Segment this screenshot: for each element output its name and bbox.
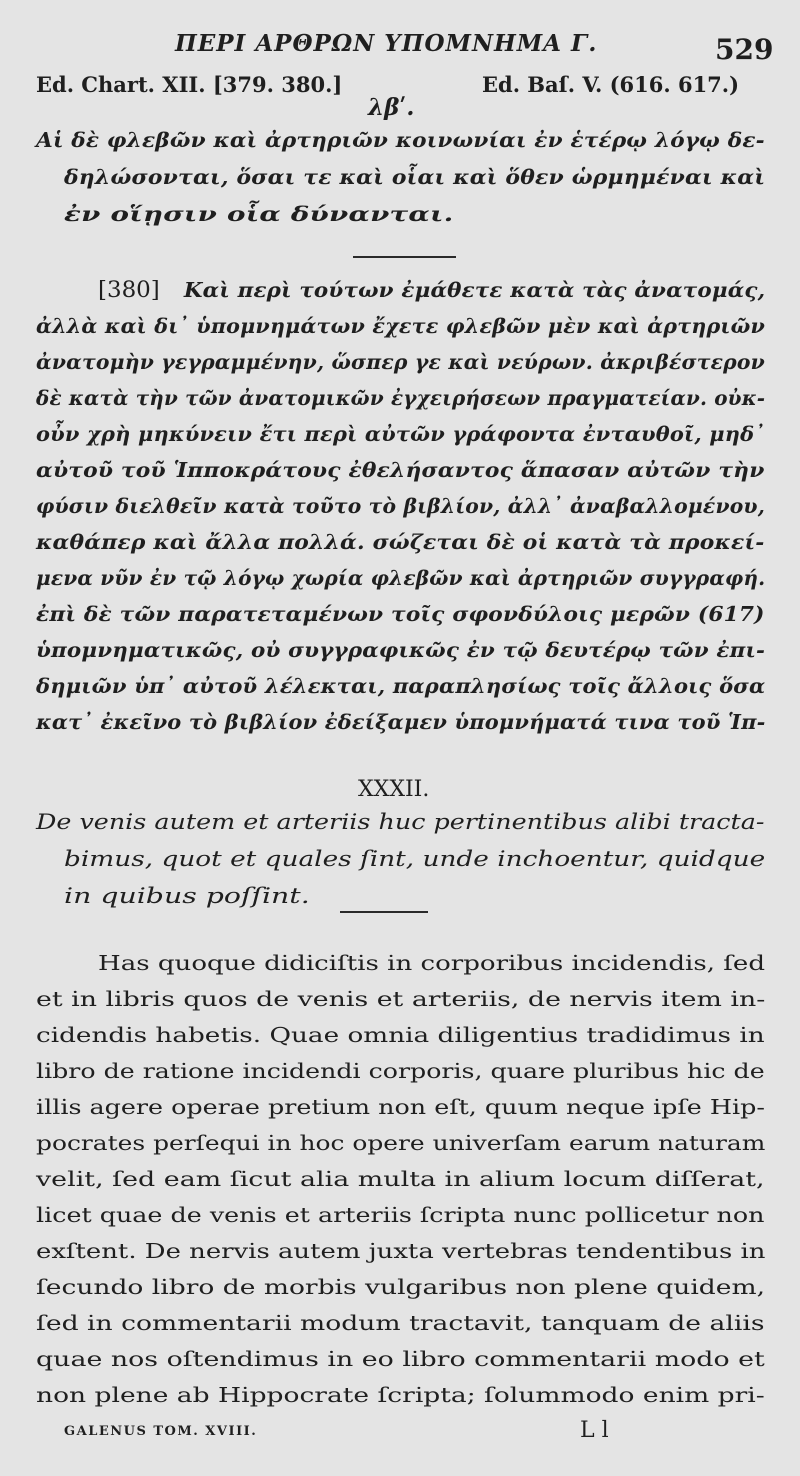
greek-lemma-line: δηλώσονται, ὅσαι τε καὶ οἷαι καὶ ὅθεν ὡρμημέναι καὶ: [64, 165, 766, 189]
greek-commentary-line: καθάπερ καὶ ἄλλα πολλά. σώζεται δὲ οἱ κατὰ τὰ προκεί-: [36, 530, 765, 554]
greek-commentary-line: δημιῶν ὑπ᾽ αὐτοῦ λέλεκται, παραπλησίως τοῖς ἄλλοις ὅσα: [36, 674, 766, 698]
latin-lemma-line: in quibus poſſint.: [64, 884, 310, 908]
greek-commentary-line: οὖν χρὴ μηκύνειν ἔτι περὶ αὐτῶν γράφοντα ἐνταυθοῖ, μηδ᾽: [36, 422, 765, 446]
greek-commentary-line: κατ᾽ ἐκεῖνο τὸ βιβλίον ἐδείξαμεν ὑπομνήματά τινα τοῦ Ἱπ-: [36, 710, 766, 734]
running-head: ΠΕΡΙ ΑΡΘΡΩΝ ΥΠΟΜΝΗΜΑ Γ.: [175, 30, 598, 57]
latin-commentary-line: non plene ab Hippocrate ſcripta; ſolummodo enim pri-: [36, 1383, 765, 1407]
latin-commentary-line: ſecundo libro de morbis vulgaribus non plene quidem,: [36, 1275, 766, 1299]
greek-commentary-first-line: [98, 278, 765, 303]
printer-signature: GALENUS TOM. XVIII.: [64, 1424, 258, 1439]
greek-commentary-line: ἀνατομὴν γεγραμμένην, ὥσπερ γε καὶ νεύρων. ἀκριβέστερον: [36, 350, 765, 374]
greek-commentary-line: μενα νῦν ἐν τῷ λόγῳ χωρία φλεβῶν καὶ ἀρτηριῶν συγγραφή.: [36, 566, 766, 590]
greek-lemma-number: λβʹ.: [368, 94, 415, 121]
section-divider: [340, 911, 428, 913]
greek-commentary-line: ὑπομνηματικῶς, οὐ συγγραφικῶς ἐν τῷ δευτέρῳ τῶν ἐπι-: [36, 638, 766, 662]
page-marker: [380]: [98, 278, 160, 303]
latin-lemma-number: XXXII.: [358, 777, 430, 802]
latin-commentary-line: cidendis habetis. Quae omnia diligentius tradidimus in: [36, 1023, 765, 1047]
greek-commentary-text: Καὶ περὶ τούτων ἐμάθετε κατὰ τὰς ἀνατομάς,: [183, 278, 766, 302]
greek-commentary-line: ἀλλὰ καὶ δι᾽ ὑπομνημάτων ἔχετε φλεβῶν μὲν καὶ ἀρτηριῶν: [36, 314, 766, 338]
latin-commentary-line: quae nos oſtendimus in eo libro commentarii modo et: [36, 1347, 765, 1371]
edition-reference-right: Ed. Baſ. V. (616. 617.): [482, 72, 740, 97]
latin-commentary-line: exſtent. De nervis autem juxta vertebras tendentibus in: [36, 1239, 766, 1263]
latin-commentary-line: pocrates perſequi in hoc opere univerſam earum naturam: [36, 1131, 766, 1155]
greek-commentary-line: δὲ κατὰ τὴν τῶν ἀνατομικῶν ἐγχειρήσεων πραγματείαν. οὐκ-: [36, 386, 766, 410]
latin-lemma-line: bimus, quot et quales ſint, unde inchoentur, quidque: [64, 847, 766, 871]
latin-commentary-line: libro de ratione incidendi corporis, quare pluribus hic de: [36, 1059, 765, 1083]
latin-commentary-line: licet quae de venis et arteriis ſcripta nunc pollicetur non: [36, 1203, 765, 1227]
page-number: 529: [715, 33, 774, 66]
latin-commentary-line: Has quoque didiciſtis in corporibus incidendis, ſed: [98, 951, 766, 975]
greek-commentary-line: φύσιν διελθεῖν κατὰ τοῦτο τὸ βιβλίον, ἀλλ᾽ ἀναβαλλομένου,: [36, 494, 765, 518]
section-divider: [353, 256, 456, 258]
latin-commentary-line: ſed in commentarii modum tractavit, tanquam de aliis: [36, 1311, 765, 1335]
latin-commentary-line: velit, ſed eam ſicut alia multa in alium locum diſſerat,: [36, 1167, 765, 1191]
greek-lemma-line: Αἱ δὲ φλεβῶν καὶ ἀρτηριῶν κοινωνίαι ἐν ἑτέρῳ λόγῳ δε-: [36, 128, 765, 152]
latin-lemma-line: De venis autem et arteriis huc pertinentibus alibi tracta-: [36, 810, 765, 834]
latin-commentary-line: illis agere operae pretium non eſt, quum neque ipſe Hip-: [36, 1095, 765, 1119]
greek-commentary-line: αὐτοῦ τοῦ Ἱπποκράτους ἐθελήσαντος ἅπασαν αὐτῶν τὴν: [36, 458, 765, 482]
greek-lemma-line: ἐν οἵῃσιν οἷα δύνανται.: [64, 202, 454, 226]
sheet-mark: L l: [580, 1418, 609, 1443]
greek-commentary-line: ἐπὶ δὲ τῶν παρατεταμένων τοῖς σφονδύλοις μερῶν (617): [36, 602, 765, 626]
latin-commentary-line: et in libris quos de venis et arteriis, de nervis item in-: [36, 987, 766, 1011]
edition-reference-left: Ed. Chart. XII. [379. 380.]: [36, 72, 343, 97]
